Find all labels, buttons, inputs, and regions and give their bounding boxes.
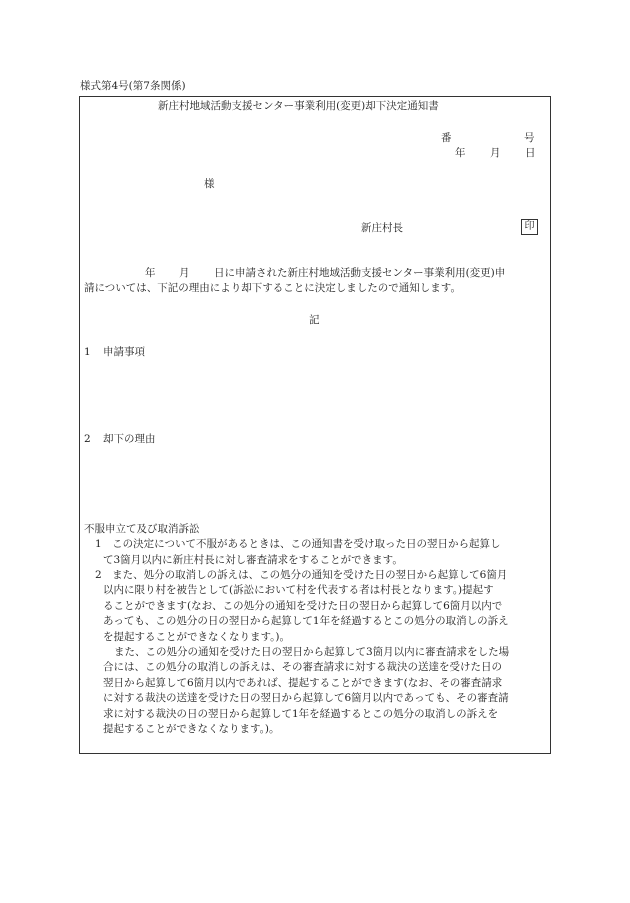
notice-line: 合には、この処分の取消しの訴えは、その審査請求に対する裁決の送達を受けた日の [103,661,502,673]
notice-line: 以内に限り村を被告として(訴訟において村を代表する者は村長となります。)提起す [103,584,494,596]
notice-line: 求に対する裁決の日の翌日から起算して1年を経過するとこの処分の取消しの訴えを [103,708,499,720]
notice-line: に対する裁決の送達を受けた日の翌日から起算して6箇月以内であっても、その審査請 [103,692,509,704]
notice-line: あっても、この処分の日の翌日から起算して1年を経過するとこの処分の取消しの訴え [103,615,509,627]
section-2-number: 2 [84,433,91,445]
ki-heading: 記 [309,314,320,326]
notice-line: を提起することができなくなります。)。 [103,631,291,643]
document-title: 新庄村地域活動支援センター事業利用(変更)却下決定通知書 [158,100,439,112]
notice-line: 2 また、処分の取消しの訴えは、この処分の通知を受けた日の翌日から起算して6箇月 [95,569,508,581]
form-number: 様式第4号(第7条関係) [80,80,186,92]
notice-line: ることができます(なお、この処分の通知を受けた日の翌日から起算して6箇月以内で [103,600,503,612]
date-year: 年 [455,147,466,159]
addressee-suffix: 様 [204,178,215,190]
date-month: 月 [490,147,501,159]
body-month: 月 [179,267,190,279]
seal-box: 印 [521,219,538,235]
number-label: 番 [441,132,452,144]
notice-line: また、この処分の通知を受けた日の翌日から起算して3箇月以内に審査請求をした場 [114,646,510,658]
body-year: 年 [145,267,156,279]
body-line-1: 日に申請された新庄村地域活動支援センター事業利用(変更)申 [214,267,506,279]
section-1-number: 1 [84,346,91,358]
body-line-2: 請については、下記の理由により却下することに決定しましたので通知します。 [84,282,461,294]
notice-heading: 不服申立て及び取消訴訟 [84,523,200,535]
date-day: 日 [525,147,536,159]
seal-mark [521,219,538,235]
issuer-title: 新庄村長 [361,222,403,234]
notice-line: 翌日から起算して6箇月以内であれば、提起することができます(なお、その審査請求 [103,677,503,689]
notice-line: 1 この決定について不服があるときは、この通知書を受け取った日の翌日から起算し [95,538,501,550]
number-suffix: 号 [524,132,535,144]
section-1-label: 申請事項 [103,346,145,358]
notice-line: て3箇月以内に新庄村長に対し審査請求をすることができます。 [103,554,403,566]
section-2-label: 却下の理由 [103,433,156,445]
notice-line: 提起することができなくなります。)。 [103,723,280,735]
